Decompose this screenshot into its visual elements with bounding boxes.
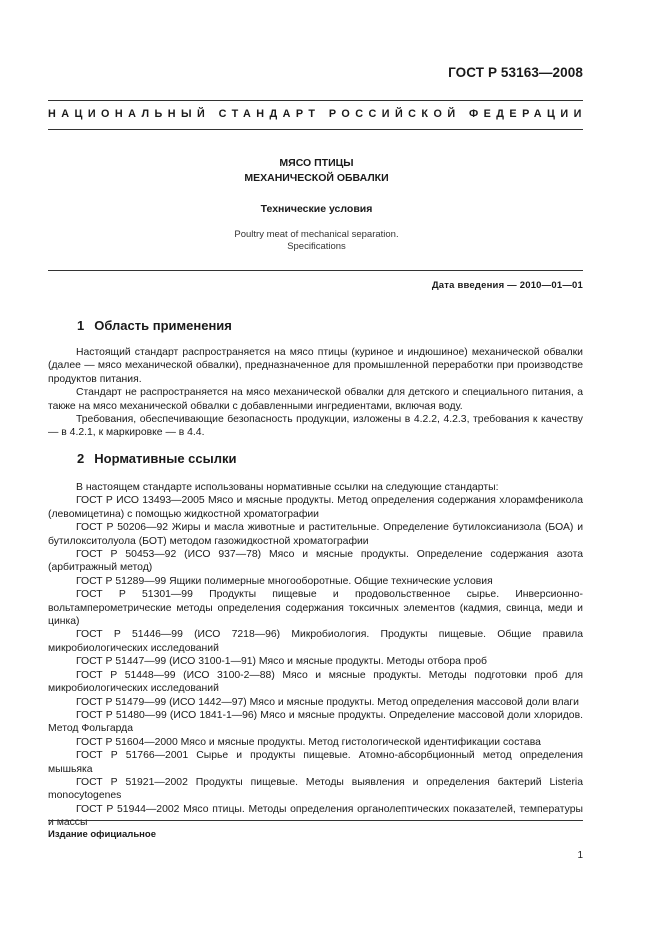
references-intro: В настоящем стандарте использованы нормативные ссылки на следующие стандарты:: [76, 482, 499, 493]
footer-rule: [48, 820, 583, 821]
reference-item: ГОСТ Р 51766—2001 Сырье и продукты пищевые. Атомно-абсорбционный метод определения мышьяка: [48, 750, 583, 775]
section-1-title: Область применения: [94, 318, 232, 333]
section-1-paragraph: Стандарт не распространяется на мясо механической обвалки для детского и специального питания, а также на мясо механической обвалки с добавленными ингредиентами, включая воду.: [48, 387, 583, 412]
reference-item: ГОСТ Р 51446—99 (ИСО 7218—96) Микробиология. Продукты пищевые. Общие правила микробиологических исследований: [48, 629, 583, 654]
english-title-line-2: Specifications: [287, 241, 346, 252]
page-number: 1: [577, 850, 583, 861]
normative-references-list: [48, 481, 583, 830]
reference-item: ГОСТ Р 50453—92 (ИСО 937—78) Мясо и мясные продукты. Определение содержания азота (арбитражный метод): [48, 549, 583, 574]
section-1-paragraph: Настоящий стандарт распространяется на мясо птицы (куриное и индюшиное) механической обвалки (далее — мясо механической обвалки), предназначенное для промышленной переработки при производстве продуктов питания.: [48, 347, 583, 385]
official-edition-label: Издание официальное: [48, 829, 156, 840]
reference-item: ГОСТ Р 50206—92 Жиры и масла животные и растительные. Определение бутилоксианизола (БОА) и бутилокситолуола (БОТ) методом газожидкостной хроматографии: [48, 522, 583, 547]
section-1-number: 1: [77, 318, 85, 333]
section-2-title: Нормативные ссылки: [94, 451, 237, 466]
national-standard-banner: НАЦИОНАЛЬНЫЙ СТАНДАРТ РОССИЙСКОЙ ФЕДЕРАЦИИ: [48, 108, 587, 120]
reference-item: ГОСТ Р 51289—99 Ящики полимерные многооборотные. Общие технические условия: [76, 575, 493, 587]
reference-item: ГОСТ Р 51480—99 (ИСО 1841-1—96) Мясо и мясные продукты. Определение массовой доли хлоридов. Метод Фольгарда: [48, 709, 583, 735]
reference-item: ГОСТ Р 51447—99 (ИСО 3100-1—91) Мясо и мясные продукты. Методы отбора проб: [76, 656, 487, 668]
section-1-body: [48, 346, 583, 440]
reference-item: ГОСТ Р 51301—99 Продукты пищевые и продовольственное сырье. Инверсионно-вольтамперометрические методы определения содержания токсичных элементов (кадмия, свинца, меди и цинка): [48, 589, 583, 628]
banner-rule: [48, 129, 583, 130]
section-1-heading: [77, 318, 232, 333]
section-2-number: 2: [77, 451, 85, 466]
reference-item: ГОСТ Р 51448—99 (ИСО 3100-2—88) Мясо и мясные продукты. Методы подготовки проб для микробиологических исследований: [48, 669, 583, 695]
reference-item: ГОСТ Р 51944—2002 Мясо птицы. Методы определения органолептических показателей, температуры и массы: [48, 803, 583, 829]
subtitle: Технические условия: [260, 203, 373, 215]
reference-item: ГОСТ Р ИСО 13493—2005 Мясо и мясные продукты. Метод определения содержания хлорамфеникола (левомицетина) с помощью жидкостной хроматографии: [48, 495, 583, 520]
section-2-heading: [77, 451, 236, 466]
document-number: ГОСТ Р 53163—2008: [448, 65, 583, 80]
title-line-2: МЕХАНИЧЕСКОЙ ОБВАЛКИ: [244, 172, 389, 184]
reference-item: ГОСТ Р 51604—2000 Мясо и мясные продукты. Метод гистологической идентификации состава: [76, 736, 541, 748]
reference-item: ГОСТ Р 51479—99 (ИСО 1442—97) Мясо и мясные продукты. Метод определения массовой доли влаги: [76, 696, 579, 708]
reference-item: ГОСТ Р 51921—2002 Продукты пищевые. Методы выявления и определения бактерий Listeria monocytogenes: [48, 776, 583, 802]
date-rule: [48, 270, 583, 271]
english-title-line-1: Poultry meat of mechanical separation.: [234, 229, 399, 240]
introduction-date: Дата введения — 2010—01—01: [431, 280, 583, 291]
top-rule: [48, 100, 583, 101]
title-line-1: МЯСО ПТИЦЫ: [279, 157, 354, 169]
section-1-paragraph: Требования, обеспечивающие безопасность продукции, изложены в 4.2.2, 4.2.3, требования к качеству — в 4.2.1, к маркировке — в 4.4.: [48, 414, 583, 439]
